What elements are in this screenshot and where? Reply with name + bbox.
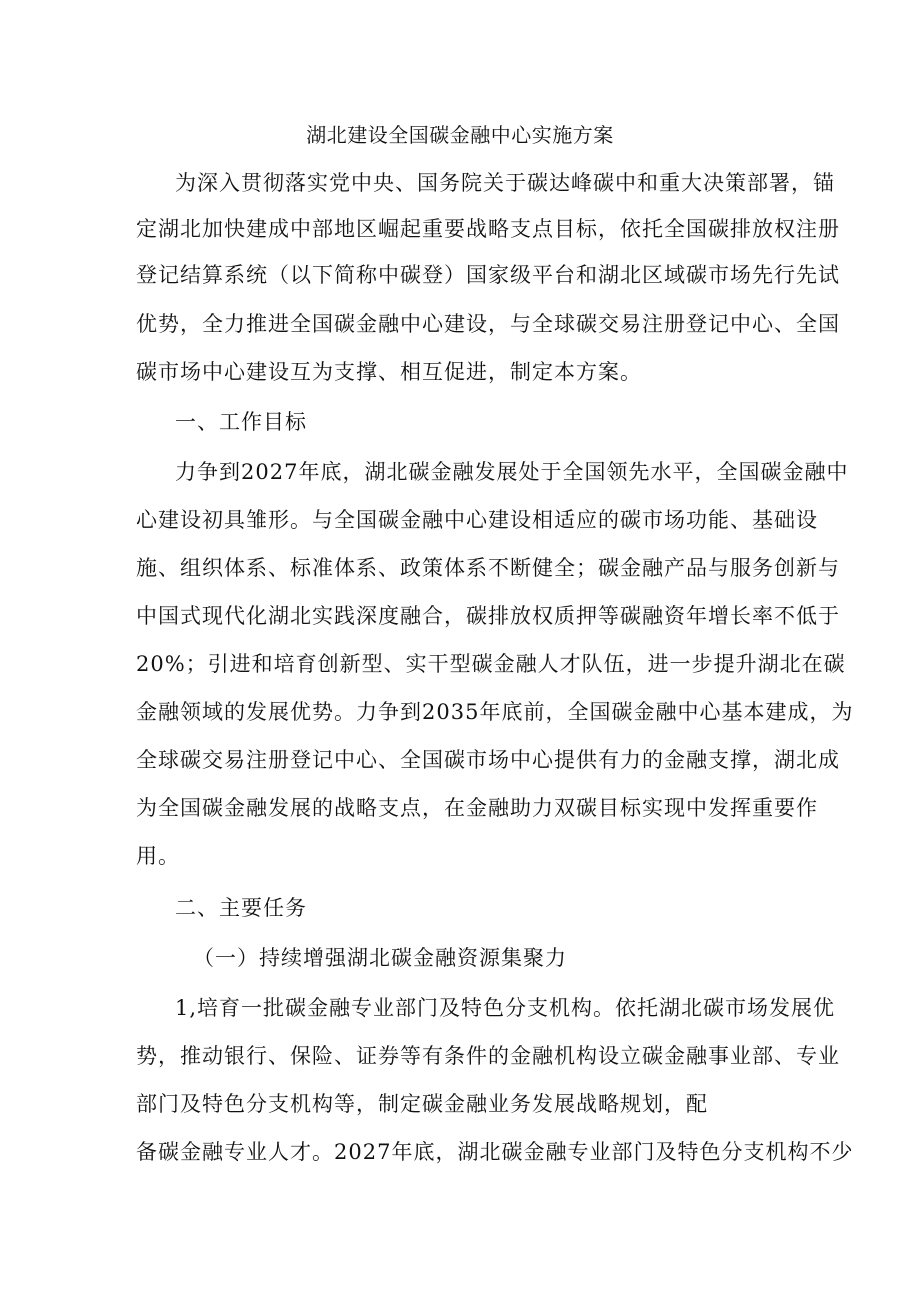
section1-line: 20%；引进和培育创新型、实干型碳金融人才队伍，进一步提升湖北在碳 <box>136 652 846 676</box>
section1-line: 施、组织体系、标准体系、政策体系不断健全；碳金融产品与服务创新与 <box>136 556 840 580</box>
document-title: 湖北建设全国碳金融中心实施方案 <box>306 123 614 147</box>
section1-line: 中国式现代化湖北实践深度融合，碳排放权质押等碳融资年增长率不低于 <box>136 604 840 628</box>
item1-line: 部门及特色分支机构等，制定碳金融业务发展战略规划，配 <box>136 1092 708 1116</box>
section1-line: 力争到2027年底，湖北碳金融发展处于全国领先水平，全国碳金融中 <box>175 460 849 484</box>
intro-line: 为深入贯彻落实党中央、国务院关于碳达峰碳中和重大决策部署，锚 <box>175 171 835 195</box>
section1-line: 金融领域的发展优势。力争到2035年底前，全国碳金融中心基本建成，为 <box>136 700 854 724</box>
item1-line: 备碳金融专业人才。2027年底，湖北碳金融专业部门及特色分支机构不少 <box>136 1140 854 1164</box>
intro-line: 碳市场中心建设互为支撑、相互促进，制定本方案。 <box>136 360 642 384</box>
subsection1-heading: （一）持续增强湖北碳金融资源集聚力 <box>193 946 567 970</box>
section1-line: 心建设初具雏形。与全国碳金融中心建设相适应的碳市场功能、基础设 <box>136 508 818 532</box>
section1-heading: 一、工作目标 <box>175 410 307 434</box>
section1-line: 用。 <box>136 844 180 868</box>
intro-line: 优势，全力推进全国碳金融中心建设，与全球碳交易注册登记中心、全国 <box>136 312 840 336</box>
item1-line: 势，推动银行、保险、证券等有条件的金融机构设立碳金融事业部、专业 <box>136 1044 840 1068</box>
item1-line: 1,培育一批碳金融专业部门及特色分支机构。依托湖北碳市场发展优 <box>175 996 836 1020</box>
intro-line: 登记结算系统（以下简称中碳登）国家级平台和湖北区域碳市场先行先试 <box>136 263 840 287</box>
intro-line: 定湖北加快建成中部地区崛起重要战略支点目标，依托全国碳排放权注册 <box>136 217 840 241</box>
section1-line: 全球碳交易注册登记中心、全国碳市场中心提供有力的金融支撑，湖北成 <box>136 748 840 772</box>
section1-line: 为全国碳金融发展的战略支点，在金融助力双碳目标实现中发挥重要作 <box>136 796 818 820</box>
section2-heading: 二、主要任务 <box>175 896 307 920</box>
